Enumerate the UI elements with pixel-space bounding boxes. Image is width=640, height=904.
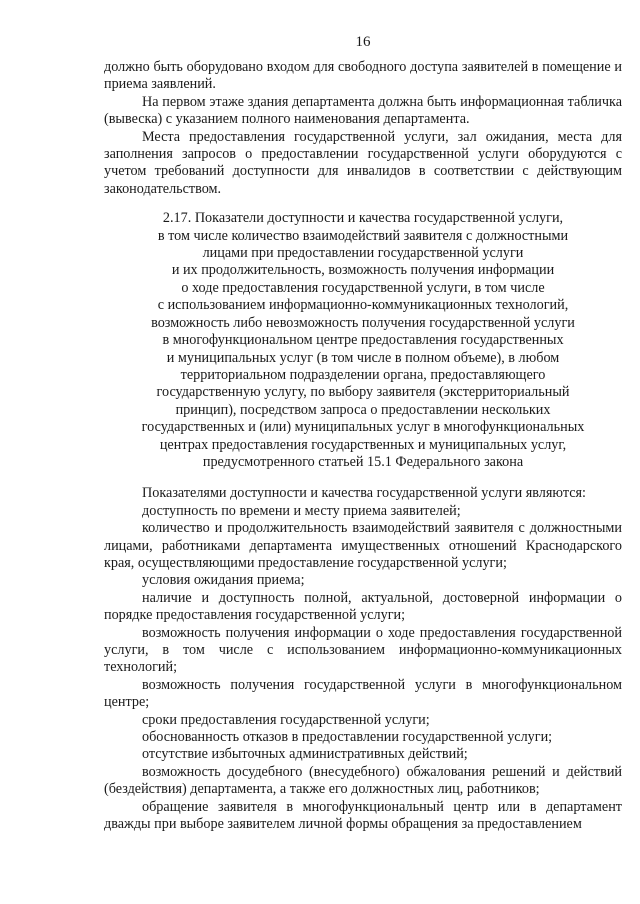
section-heading-line: с использованием информационно-коммуникационных технологий, [157,297,569,314]
section-heading-line: государственных и (или) муниципальных услуг в многофункциональных [141,419,585,436]
section-heading-line: принцип), посредством запроса о предоставлении нескольких [175,401,551,418]
paragraph-accessibility: Места предоставления государственной услуги, зал ожидания, места для заполнения запросов о предоставлении государственной услуги оборудуются с учетом требований доступности для инвалидов в соответствии с действующим законодательством. [104,128,622,197]
list-item: отсутствие избыточных административных действий; [142,746,468,763]
section-heading-line: территориальном подразделении органа, предоставляющего [180,366,546,383]
section-heading-line: и их продолжительность, возможность получения информации [171,262,555,279]
list-item: возможность получения информации о ходе предоставления государственной услуги, в том числе с использованием информационно-коммуникационных технологий; [104,624,622,676]
document-body [104,59,622,833]
paragraph-signage: На первом этаже здания департамента должна быть информационная табличка (вывеска) с указанием полного наименования департамента. [104,93,622,128]
section-heading-line: и муниципальных услуг (в том числе в полном объеме), в любом [166,349,560,366]
list-item: наличие и доступность полной, актуальной, достоверной информации о порядке предоставления государственной услуги; [104,589,622,624]
section-heading-line: в многофункциональном центре предоставления государственных [162,332,564,349]
section-heading-line: 2.17. Показатели доступности и качества государственной услуги, [162,210,564,227]
section-heading [104,210,622,471]
list-intro: Показателями доступности и качества государственной услуги являются: [142,485,586,502]
page-number: 16 [355,34,371,50]
paragraph-continuation: должно быть оборудовано входом для свободного доступа заявителей в помещение и приема заявлений. [104,59,622,93]
section-heading-line: предусмотренного статьей 15.1 Федерального закона [202,453,524,470]
section-heading-line: о ходе предоставления государственной услуги, в том числе [181,279,545,296]
section-heading-line: лицами при предоставлении государственной услуги [202,245,524,262]
section-heading-line: центрах предоставления государственных и муниципальных услуг, [159,436,567,453]
section-heading-line: возможность либо невозможность получения государственной услуги [151,314,575,331]
list-item: обращение заявителя в многофункциональный центр или в департамент дважды при выборе заявителем личной формы обращения за предоставлением [104,798,622,833]
list-item: сроки предоставления государственной услуги; [142,711,430,728]
indicator-list [104,485,622,833]
list-item: доступность по времени и месту приема заявителей; [142,502,461,519]
list-item: условия ожидания приема; [142,572,305,589]
list-item: обоснованность отказов в предоставлении государственной услуги; [142,729,553,746]
section-heading-line: государственную услугу, по выбору заявителя (экстерриториальный [156,384,570,401]
section-heading-line: в том числе количество взаимодействий заявителя с должностными [157,227,569,244]
list-item: возможность получения государственной услуги в многофункциональном центре; [104,676,622,711]
list-item: возможность досудебного (внесудебного) обжалования решений и действий (бездействия) департамента, а также его должностных лиц, работников; [104,763,622,798]
list-item: количество и продолжительность взаимодействий заявителя с должностными лицами, работниками департамента имущественных отношений Краснодарского края, осуществляющими предоставление государственной услуги; [104,520,622,571]
